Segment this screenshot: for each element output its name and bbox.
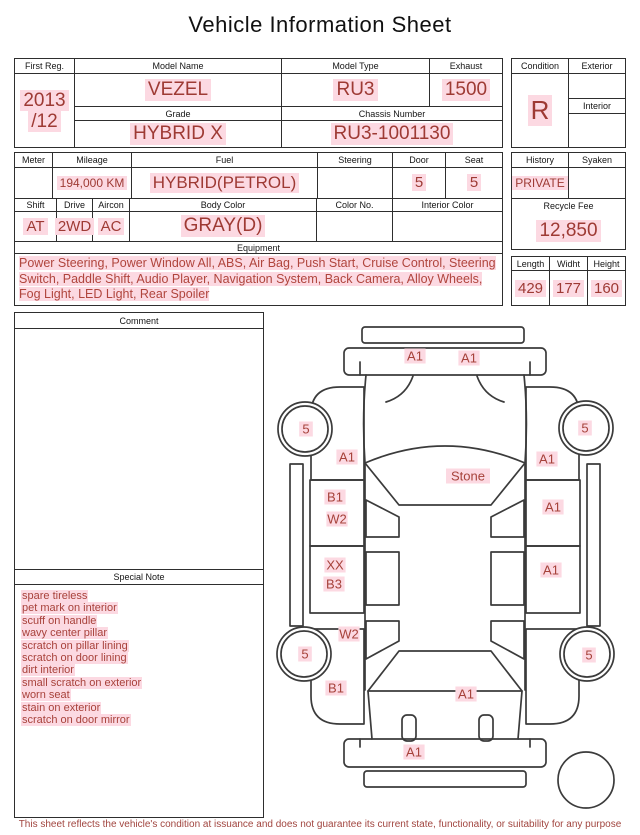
model-type-value: RU3: [282, 74, 430, 106]
special-note-item: worn seat: [22, 689, 70, 702]
damage-marker: A1: [339, 449, 355, 465]
damage-marker: A1: [458, 686, 474, 702]
history-label: History: [512, 153, 569, 168]
width-label: Widht: [550, 257, 588, 271]
damage-marker: B1: [328, 680, 344, 696]
door-label: Door: [393, 153, 446, 168]
special-note-item: small scratch on exterior: [22, 676, 142, 689]
spare-tire-circle: [558, 752, 614, 808]
height-label: Height: [588, 257, 625, 271]
fuel-label: Fuel: [132, 153, 318, 168]
model-name-value: VEZEL: [75, 74, 282, 106]
condition-label: Condition: [512, 59, 568, 74]
chassis-value: RU3-1001130: [282, 121, 502, 147]
first-reg-cell: [15, 59, 75, 147]
interior-color-label: Interior Color: [393, 198, 502, 212]
headlight-arc-left: [386, 376, 413, 402]
special-note-item: scratch on pillar lining: [22, 639, 128, 652]
footer-disclaimer: This sheet reflects the vehicle's condition at issuance and does not guarantee its current state, functionality, or suitability for any purpose: [18, 819, 622, 830]
windshield: [365, 446, 525, 505]
damage-marker: A1: [543, 562, 559, 578]
steering-value: [318, 168, 393, 198]
damage-marker: A1: [406, 744, 422, 760]
special-note-item: scratch on door mirror: [22, 714, 130, 727]
page-title: Vehicle Information Sheet: [188, 12, 452, 37]
shift-value: AT: [15, 212, 57, 241]
drive-label: Drive: [57, 198, 93, 212]
aircon-value: AC: [93, 212, 130, 241]
damage-marker: B1: [327, 489, 343, 505]
door-value: 5: [393, 168, 446, 198]
exhaust-value: 1500: [430, 74, 502, 106]
damage-marker: 5: [581, 420, 589, 436]
special-note-item: wavy center pillar: [22, 627, 107, 640]
mileage-value: 194,000 KM: [53, 168, 132, 198]
model-name-label: Model Name: [75, 59, 282, 74]
comment-box: [14, 312, 264, 818]
length-label: Length: [512, 257, 550, 271]
special-note-item: pet mark on interior: [22, 602, 117, 615]
condition-table: [511, 58, 626, 148]
rear-bumper: [344, 739, 546, 767]
interior-label: Interior: [569, 99, 625, 114]
seat-label: Seat: [446, 153, 502, 168]
exterior-value: [569, 74, 625, 99]
equipment-label: Equipment: [15, 241, 502, 255]
syaken-label: Syaken: [569, 153, 625, 168]
rocker-panel-left: [290, 464, 303, 626]
special-note-item: dirt interior: [22, 664, 74, 677]
damage-marker: A1: [539, 451, 555, 467]
damage-marker: 5: [301, 646, 309, 662]
interior-color-value: [393, 212, 502, 241]
special-note-label: Special Note: [15, 569, 263, 585]
recycle-fee-value: 12,850: [512, 213, 625, 249]
registration-table: [14, 58, 503, 148]
car-diagram: [266, 312, 640, 820]
meter-value: [15, 168, 53, 198]
damage-marker: A1: [545, 499, 561, 515]
body-color-label: Body Color: [130, 198, 317, 212]
first-reg-label: First Reg.: [15, 59, 74, 74]
special-note-item: stain on exterior: [22, 701, 101, 714]
height-value: 160: [588, 271, 625, 305]
damage-marker: A1: [407, 348, 423, 364]
dimensions-table: [511, 256, 626, 306]
grade-value: HYBRID X: [75, 121, 282, 147]
special-note-item: scuff on handle: [22, 614, 97, 627]
front-grille-strip: [362, 327, 524, 343]
syaken-value: [569, 168, 625, 198]
width-value: 177: [550, 271, 588, 305]
rear-lower-strip: [364, 771, 526, 787]
damage-marker: Stone: [451, 468, 485, 484]
special-note-item: scratch on door lining: [22, 652, 127, 665]
steering-label: Steering: [318, 153, 393, 168]
color-no-label: Color No.: [317, 198, 393, 212]
damage-marker: W2: [327, 511, 347, 527]
equipment-list: Power Steering, Power Window All, ABS, Air Bag, Push Start, Cruise Control, Steering Switch, Paddle Shift, Audio Player, Navigation System, Back Camera, Alloy Wheels, Fog Light, LED Light, Rear Spoiler: [19, 256, 496, 302]
rear-window: [368, 651, 522, 691]
front-bumper: [344, 348, 546, 375]
mileage-label: Mileage: [53, 153, 132, 168]
body-color-value: GRAY(D): [130, 212, 317, 241]
aircon-label: Aircon: [93, 198, 130, 212]
exhaust-label: Exhaust: [430, 59, 502, 74]
chassis-label: Chassis Number: [282, 106, 502, 121]
special-note-list: [15, 585, 263, 817]
length-value: 429: [512, 271, 550, 305]
recycle-fee-label: Recycle Fee: [512, 198, 625, 213]
damage-marker: B3: [326, 576, 342, 592]
rear-door-right: [526, 546, 580, 613]
headlight-arc-right: [477, 376, 504, 402]
damage-marker: A1: [461, 350, 477, 366]
damage-marker: W2: [339, 626, 359, 642]
history-table: [511, 152, 626, 250]
drive-value: 2WD: [57, 212, 93, 241]
model-type-label: Model Type: [282, 59, 430, 74]
interior-value: [569, 114, 625, 147]
shift-label: Shift: [15, 198, 57, 212]
specs-table: [14, 152, 503, 306]
exterior-label: Exterior: [569, 59, 625, 74]
comment-label: Comment: [15, 313, 263, 329]
damage-marker: 5: [585, 647, 593, 663]
damage-marker: 5: [302, 421, 310, 437]
condition-value: R: [512, 74, 568, 147]
fuel-value: HYBRID(PETROL): [132, 168, 318, 198]
first-reg-value: 2013 /12: [15, 74, 74, 147]
damage-markers: [298, 349, 596, 760]
special-note-item: spare tireless: [22, 590, 88, 602]
seat-value: 5: [446, 168, 502, 198]
comment-area: [15, 329, 263, 569]
damage-marker: XX: [326, 557, 344, 573]
rocker-panel-right: [587, 464, 600, 626]
history-value: PRIVATE: [512, 168, 569, 198]
color-no-value: [317, 212, 393, 241]
meter-label: Meter: [15, 153, 53, 168]
grade-label: Grade: [75, 106, 282, 121]
